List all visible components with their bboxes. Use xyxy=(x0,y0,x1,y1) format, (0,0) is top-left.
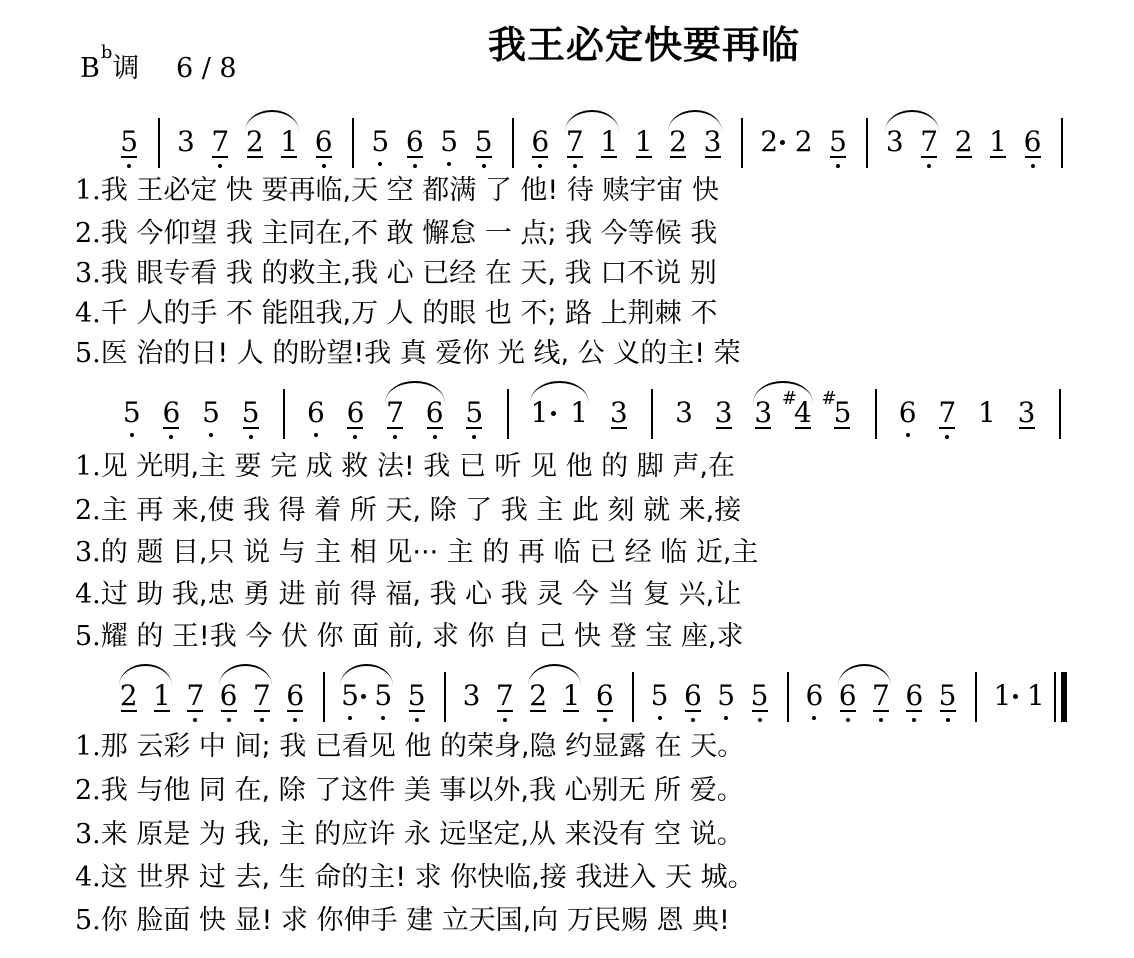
lyric-line: 1.见 光明,主 要 完 成 救 法! 我 已 听 见 他 的 脚 声,在 xyxy=(75,451,735,482)
note-6: 6 xyxy=(837,680,859,712)
augmentation-dot xyxy=(551,411,556,416)
note-3: 3 xyxy=(885,125,904,158)
barline xyxy=(158,118,160,168)
low-octave-dot xyxy=(691,718,695,722)
note-6: 6 xyxy=(344,397,366,429)
eighth-underline xyxy=(476,156,492,158)
barline xyxy=(507,389,509,439)
eighth-underline xyxy=(163,427,179,429)
note-1: 1 xyxy=(989,125,1007,158)
low-octave-dot xyxy=(209,433,213,437)
eighth-underline xyxy=(956,156,972,158)
note-6: 6 xyxy=(897,397,919,429)
sharp-sign: # xyxy=(781,388,797,409)
note-2: 2 xyxy=(529,679,548,712)
eighth-underline xyxy=(716,427,732,429)
note-7: 7 xyxy=(251,680,273,712)
eighth-underline xyxy=(670,156,686,158)
note-6: 6 xyxy=(284,680,306,712)
eighth-underline xyxy=(466,427,482,429)
lyric-line: 4.这 世界 过 去, 生 命的主! 求 你快临,接 我进入 天 城。 xyxy=(75,862,755,893)
note-6: 6 xyxy=(305,397,327,429)
note-7: 7 xyxy=(936,397,958,429)
lyric-line: 4.千 人的手 不 能阻我,万 人 的眼 也 不; 路 上荆棘 不 xyxy=(75,298,718,329)
slur-mark xyxy=(530,381,590,403)
note-5: 5 # xyxy=(831,397,853,429)
low-octave-dot xyxy=(912,718,916,722)
low-octave-dot xyxy=(879,718,883,722)
augmentation-dot xyxy=(361,694,366,699)
low-octave-dot xyxy=(293,718,297,722)
eighth-underline xyxy=(247,156,263,158)
lyric-line: 5.你 脸面 快 显! 求 你伸手 建 立天国,向 万民赐 恩 典! xyxy=(75,905,730,936)
barline xyxy=(651,389,653,439)
final-barline xyxy=(1061,672,1067,722)
low-octave-dot xyxy=(260,718,264,722)
low-octave-dot xyxy=(348,716,352,720)
low-octave-dot xyxy=(169,435,173,439)
note-6: 6 xyxy=(529,126,551,158)
slur-mark xyxy=(753,381,813,403)
key-letter: B xyxy=(80,53,100,84)
note-5: 5 xyxy=(749,680,771,712)
low-octave-dot xyxy=(658,716,662,720)
eighth-underline xyxy=(990,156,1006,158)
note-6: 6 xyxy=(218,680,240,712)
flat-sign: b xyxy=(100,42,113,63)
eighth-underline xyxy=(601,156,617,158)
low-octave-dot xyxy=(218,164,222,168)
note-5: 5 xyxy=(649,680,671,712)
eighth-underline xyxy=(830,156,846,158)
note-1: 1 xyxy=(978,396,996,429)
low-octave-dot xyxy=(413,164,417,168)
note-6: 6 xyxy=(313,126,335,158)
note-1: 1 xyxy=(570,396,589,429)
eighth-underline xyxy=(940,710,956,712)
note-5: 5 xyxy=(200,397,222,429)
low-octave-dot xyxy=(836,164,840,168)
eighth-underline xyxy=(221,710,237,712)
low-octave-dot xyxy=(812,716,816,720)
eighth-underline xyxy=(281,156,297,158)
eighth-underline xyxy=(873,710,889,712)
eighth-underline xyxy=(407,156,423,158)
barline xyxy=(352,118,354,168)
low-octave-dot xyxy=(322,164,326,168)
note-5: 5 xyxy=(937,680,959,712)
eighth-underline xyxy=(530,710,546,712)
low-octave-dot xyxy=(447,162,451,166)
slur-mark xyxy=(340,664,393,686)
lyric-line: 2.主 再 来,使 我 得 着 所 天, 除 了 我 主 此 刻 就 来,接 xyxy=(75,495,742,526)
low-octave-dot xyxy=(393,435,397,439)
note-7: 7 xyxy=(494,680,516,712)
low-octave-dot xyxy=(314,433,318,437)
note-5: 5 xyxy=(118,126,140,158)
note-6: 6 xyxy=(903,680,925,712)
note-5: 5 xyxy=(827,126,849,158)
note-5: 5 xyxy=(339,680,361,712)
note-7: 7 xyxy=(870,680,892,712)
note-7: 7 xyxy=(564,126,586,158)
eighth-underline xyxy=(597,710,613,712)
slur-mark xyxy=(219,664,272,686)
note-7: 7 xyxy=(184,680,206,712)
low-octave-dot xyxy=(381,716,385,720)
song-title: 我王必定快要再临 xyxy=(488,23,801,67)
low-octave-dot xyxy=(378,162,382,166)
note-6: 6 xyxy=(424,397,446,429)
low-octave-dot xyxy=(127,164,131,168)
note-1: 1 xyxy=(562,679,581,712)
eighth-underline xyxy=(243,427,259,429)
note-5: 5 xyxy=(406,680,428,712)
eighth-underline xyxy=(409,710,425,712)
barline xyxy=(283,389,285,439)
key-word: 调 xyxy=(112,53,140,84)
eighth-underline xyxy=(1025,156,1041,158)
barline xyxy=(1061,118,1063,168)
barline xyxy=(787,672,789,722)
barline xyxy=(866,118,868,168)
eighth-underline xyxy=(316,156,332,158)
note-2: 2 xyxy=(669,125,687,158)
eighth-underline xyxy=(563,710,579,712)
barline xyxy=(323,672,325,722)
note-7: 7 xyxy=(209,126,231,158)
eighth-underline xyxy=(840,710,856,712)
eighth-underline xyxy=(187,710,203,712)
eighth-underline xyxy=(497,710,513,712)
note-5: 5 xyxy=(473,126,495,158)
eighth-underline xyxy=(287,710,303,712)
low-octave-dot xyxy=(906,433,910,437)
low-octave-dot xyxy=(945,435,949,439)
eighth-underline xyxy=(254,710,270,712)
low-octave-dot xyxy=(415,718,419,722)
note-7: 7 xyxy=(918,126,940,158)
lyric-line: 3.的 题 目,只 说 与 主 相 见··· 主 的 再 临 已 经 临 近,主 xyxy=(75,537,759,568)
eighth-underline xyxy=(906,710,922,712)
low-octave-dot xyxy=(573,164,577,168)
note-2: 2 xyxy=(119,679,138,712)
eighth-underline xyxy=(387,427,403,429)
eighth-underline xyxy=(347,427,363,429)
note-3: 3 xyxy=(177,125,195,158)
note-1: 1 xyxy=(634,125,653,158)
eighth-underline xyxy=(121,710,137,712)
note-3: 3 xyxy=(609,396,628,429)
barline xyxy=(444,672,446,722)
low-octave-dot xyxy=(433,435,437,439)
low-octave-dot xyxy=(503,718,507,722)
low-octave-dot xyxy=(472,435,476,439)
slur-mark xyxy=(528,664,581,686)
low-octave-dot xyxy=(603,718,607,722)
low-octave-dot xyxy=(538,164,542,168)
note-5: 5 xyxy=(463,397,485,429)
note-2: 2 xyxy=(954,125,973,158)
note-1: 1 xyxy=(1026,679,1045,712)
eighth-underline xyxy=(154,710,170,712)
slur-mark xyxy=(668,110,722,132)
eighth-underline xyxy=(212,156,228,158)
barline xyxy=(975,672,977,722)
barline xyxy=(632,672,634,722)
eighth-underline xyxy=(921,156,937,158)
eighth-underline xyxy=(611,427,627,429)
eighth-underline xyxy=(636,156,652,158)
eighth-underline xyxy=(752,710,768,712)
note-2: 2 xyxy=(760,125,779,158)
eighth-underline xyxy=(121,156,137,158)
barline xyxy=(875,389,877,439)
lyric-line: 3.我 眼专看 我 的救主,我 心 已经 在 天, 我 口不说 别 xyxy=(75,258,717,289)
low-octave-dot xyxy=(1031,164,1035,168)
note-5: 5 xyxy=(372,680,394,712)
eighth-underline xyxy=(1019,427,1035,429)
low-octave-dot xyxy=(227,718,231,722)
low-octave-dot xyxy=(846,718,850,722)
lyric-line: 1.那 云彩 中 间; 我 已看见 他 的荣身,隐 约显露 在 天。 xyxy=(75,731,745,762)
low-octave-dot xyxy=(724,716,728,720)
eighth-underline xyxy=(755,427,771,429)
note-3: 3 xyxy=(703,125,722,158)
augmentation-dot xyxy=(780,140,785,145)
lyric-line: 5.医 治的日! 人 的盼望!我 真 爱你 光 线, 公 义的主! 荣 xyxy=(75,338,741,369)
lyric-line: 2.我 今仰望 我 主同在,不 敢 懈怠 一 点; 我 今等候 我 xyxy=(75,218,718,249)
low-octave-dot xyxy=(249,435,253,439)
lyric-line: 4.过 助 我,忠 勇 进 前 得 福, 我 心 我 灵 今 当 复 兴,让 xyxy=(75,579,742,610)
eighth-underline xyxy=(567,156,583,158)
note-6: 6 xyxy=(803,680,825,712)
lyric-line: 3.来 原是 为 我, 主 的应许 永 远坚定,从 来没有 空 说。 xyxy=(75,819,744,850)
note-1: 1 xyxy=(280,125,299,158)
eighth-underline xyxy=(532,156,548,158)
note-6: 6 xyxy=(682,680,704,712)
lyric-line: 1.我 王必定 快 要再临,天 空 都满 了 他! 待 赎宇宙 快 xyxy=(75,175,719,206)
sharp-sign: # xyxy=(821,388,837,409)
low-octave-dot xyxy=(927,164,931,168)
lyric-line: 2.我 与他 同 在, 除 了这件 美 事以外,我 心别无 所 爱。 xyxy=(75,775,744,806)
eighth-underline xyxy=(834,427,850,429)
slur-mark xyxy=(565,110,619,132)
note-3: 3 xyxy=(675,396,693,429)
low-octave-dot xyxy=(946,718,950,722)
slur-mark xyxy=(885,110,939,132)
note-4: 4 # xyxy=(792,397,814,429)
note-1: 1 xyxy=(993,679,1012,712)
note-3: 3 xyxy=(714,396,733,429)
note-5: 5 xyxy=(715,680,737,712)
note-3: 3 xyxy=(1017,396,1036,429)
note-6: 6 xyxy=(594,680,616,712)
eighth-underline xyxy=(427,427,443,429)
low-octave-dot xyxy=(193,718,197,722)
note-2: 2 xyxy=(245,125,264,158)
slur-mark xyxy=(119,664,172,686)
barline xyxy=(741,118,743,168)
note-6: 6 xyxy=(1022,126,1044,158)
note-3: 3 xyxy=(462,679,481,712)
key-signature xyxy=(80,42,237,85)
note-6: 6 xyxy=(160,397,182,429)
eighth-underline xyxy=(705,156,721,158)
barline xyxy=(512,118,514,168)
note-5: 5 xyxy=(438,126,460,158)
augmentation-dot xyxy=(1013,694,1018,699)
low-octave-dot xyxy=(758,718,762,722)
eighth-underline xyxy=(939,427,955,429)
note-2: 2 xyxy=(794,125,813,158)
note-1: 1 xyxy=(600,125,619,158)
note-1: 1 xyxy=(530,396,549,429)
note-5: 5 xyxy=(121,397,143,429)
low-octave-dot xyxy=(353,435,357,439)
eighth-underline xyxy=(685,710,701,712)
barline-thin xyxy=(1054,672,1056,722)
note-1: 1 xyxy=(153,679,171,712)
slur-mark xyxy=(385,381,445,403)
low-octave-dot xyxy=(130,433,134,437)
barline xyxy=(1059,389,1061,439)
note-3: 3 xyxy=(754,396,773,429)
slur-mark xyxy=(838,664,891,686)
note-5: 5 xyxy=(369,126,391,158)
eighth-underline xyxy=(795,427,811,429)
lyric-line: 5.耀 的 王!我 今 伏 你 面 前, 求 你 自 己 快 登 宝 座,求 xyxy=(75,621,744,652)
note-5: 5 xyxy=(240,397,262,429)
low-octave-dot xyxy=(482,164,486,168)
time-signature: 6 / 8 xyxy=(175,53,237,84)
slur-mark xyxy=(245,110,299,132)
note-6: 6 xyxy=(404,126,426,158)
note-7: 7 xyxy=(384,397,406,429)
